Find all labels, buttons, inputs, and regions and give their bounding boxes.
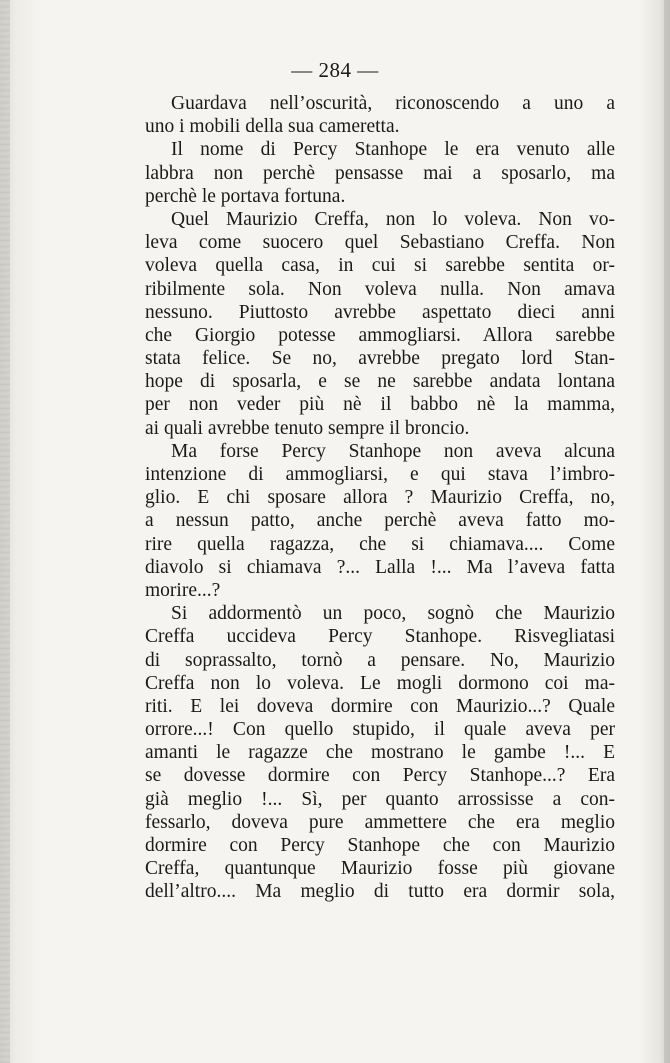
text-line: rire quella ragazza, che si chiamava.... Come <box>145 533 615 555</box>
text-line: ribilmente sola. Non voleva nulla. Non amava <box>145 278 615 300</box>
text-line: glio. E chi sposare allora ? Maurizio Creffa, no, <box>145 487 615 509</box>
text-line: se dovesse dormire con Percy Stanhope...? Era <box>145 765 615 787</box>
page-right-edge <box>664 0 670 1063</box>
text-line: Quel Maurizio Creffa, non lo voleva. Non vo- <box>171 208 615 230</box>
text-line: che Giorgio potesse ammogliarsi. Allora sarebbe <box>145 324 615 346</box>
text-line: dell’altro.... Ma meglio di tutto era dormir sola, <box>145 881 615 903</box>
text-line: uno i mobili della sua cameretta. <box>145 116 400 138</box>
page-binding-edge <box>0 0 10 1063</box>
text-line: Il nome di Percy Stanhope le era venuto alle <box>171 139 615 161</box>
text-line: già meglio !... Sì, per quanto arrossisse a con- <box>145 788 615 810</box>
text-line: riti. E lei doveva dormire con Maurizio...? Quale <box>145 695 615 717</box>
text-line: diavolo si chiamava ?... Lalla !... Ma l’aveva fatta <box>145 556 615 578</box>
text-line: fessarlo, doveva pure ammettere che era meglio <box>145 811 615 833</box>
body-text <box>145 92 615 904</box>
text-line: Creffa non lo voleva. Le mogli dormono coi ma- <box>145 672 615 694</box>
text-line: Guardava nell’oscurità, riconoscendo a uno a <box>171 93 615 114</box>
text-line: dormire con Percy Stanhope che con Maurizio <box>145 835 615 856</box>
text-line: leva come suocero quel Sebastiano Creffa. Non <box>145 232 615 254</box>
text-line: ai quali avrebbe tenuto sempre il broncio. <box>145 417 470 439</box>
text-line: perchè le portava fortuna. <box>145 185 346 207</box>
text-line: orrore...! Con quello stupido, il quale aveva per <box>145 719 615 741</box>
text-line: voleva quella casa, in cui si sarebbe sentita or- <box>145 255 615 277</box>
page-number: — 284 — <box>291 58 379 82</box>
text-line: per non veder più nè il babbo nè la mamma, <box>145 394 615 416</box>
text-line: amanti le ragazze che mostrano le gambe !... E <box>145 742 615 764</box>
text-line: hope di sposarla, e se ne sarebbe andata lontana <box>145 371 615 393</box>
text-line: Creffa, quantunque Maurizio fosse più giovane <box>145 858 615 880</box>
text-line: morire...? <box>145 579 221 601</box>
text-line: a nessun patto, anche perchè aveva fatto mo- <box>145 510 615 532</box>
text-line: Si addormentò un poco, sognò che Maurizio <box>171 603 615 625</box>
text-line: nessuno. Piuttosto avrebbe aspettato dieci anni <box>145 301 615 323</box>
text-line: stata felice. Se no, avrebbe pregato lord Stan- <box>145 348 615 370</box>
text-line: Creffa uccideva Percy Stanhope. Risvegliatasi <box>145 626 615 648</box>
text-line: di soprassalto, tornò a pensare. No, Maurizio <box>145 649 615 671</box>
text-line: intenzione di ammogliarsi, e qui stava l’imbro- <box>145 464 615 485</box>
text-line: labbra non perchè pensasse mai a sposarlo, ma <box>145 162 615 184</box>
text-line: Ma forse Percy Stanhope non aveva alcuna <box>171 440 615 462</box>
